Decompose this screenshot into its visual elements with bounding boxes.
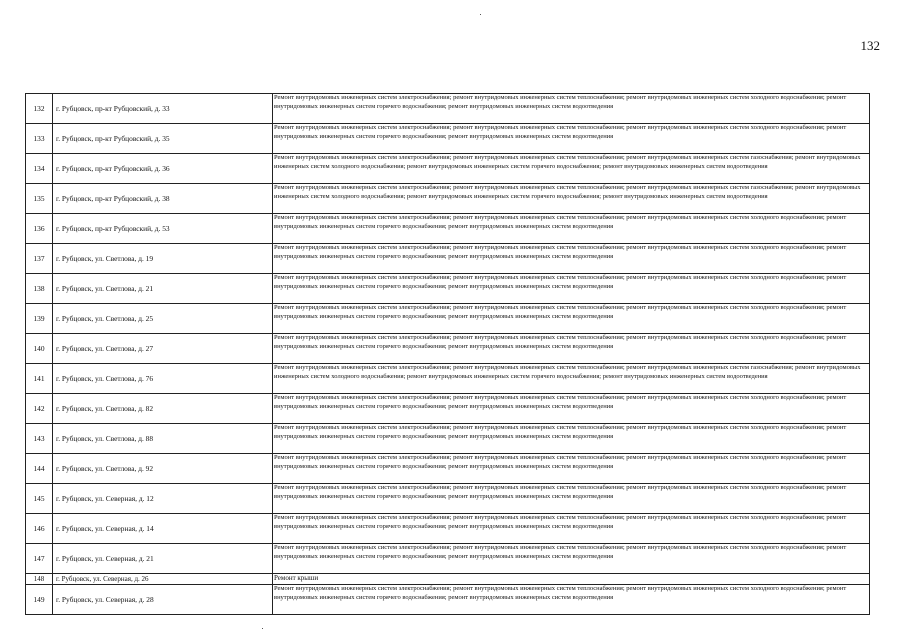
- row-number: 137: [26, 244, 53, 274]
- table-row: [26, 484, 870, 514]
- row-number: 149: [26, 585, 53, 615]
- row-work-cell: [273, 274, 870, 304]
- row-work-cell: [273, 334, 870, 364]
- row-work-description: Ремонт внутридомовых инженерных систем электроснабжения; ремонт внутридомовых инженерных систем теплоснабжения; ремонт внутридомовых инженерных систем холодного водоснабжения; ремонт внутридомовых инженерных систем горячего водоснабжения; ремонт внутридомовых инженерных систем водоотведения: [274, 484, 847, 500]
- table-row: [26, 94, 870, 124]
- row-work-description: Ремонт внутридомовых инженерных систем электроснабжения; ремонт внутридомовых инженерных систем теплоснабжения; ремонт внутридомовых инженерных систем газоснабжения; ремонт внутридомовых инженерных систем холодного водоснабжения; ремонт внутридомовых инженерных систем горячего водоснабжения; ремонт внутридомовых инженерных систем водоотведения: [274, 364, 861, 380]
- row-work-cell: [273, 364, 870, 394]
- table-row: [26, 154, 870, 184]
- table-row: [26, 574, 870, 585]
- table-row: [26, 304, 870, 334]
- table-row: [26, 544, 870, 574]
- row-work-cell: [273, 574, 870, 585]
- row-work-description: Ремонт внутридомовых инженерных систем электроснабжения; ремонт внутридомовых инженерных систем теплоснабжения; ремонт внутридомовых инженерных систем газоснабжения; ремонт внутридомовых инженерных систем холодного водоснабжения; ремонт внутридомовых инженерных систем горячего водоснабжения; ремонт внутридомовых инженерных систем водоотведения: [274, 184, 861, 200]
- row-work-cell: [273, 544, 870, 574]
- table-row: [26, 424, 870, 454]
- row-work-cell: [273, 94, 870, 124]
- row-work-description: Ремонт внутридомовых инженерных систем электроснабжения; ремонт внутридомовых инженерных систем теплоснабжения; ремонт внутридомовых инженерных систем холодного водоснабжения; ремонт внутридомовых инженерных систем горячего водоснабжения; ремонт внутридомовых инженерных систем водоотведения: [274, 585, 847, 601]
- row-number: 143: [26, 424, 53, 454]
- scan-speck: [262, 628, 263, 629]
- row-address: г. Рубцовск, ул. Светлова, д. 76: [53, 364, 273, 394]
- table-row: [26, 214, 870, 244]
- row-address: г. Рубцовск, пр-кт Рубцовский, д. 38: [53, 184, 273, 214]
- row-work-cell: [273, 244, 870, 274]
- table-row: [26, 334, 870, 364]
- row-number: 140: [26, 334, 53, 364]
- row-number: 144: [26, 454, 53, 484]
- table-row: [26, 124, 870, 154]
- row-work-description: Ремонт внутридомовых инженерных систем электроснабжения; ремонт внутридомовых инженерных систем теплоснабжения; ремонт внутридомовых инженерных систем холодного водоснабжения; ремонт внутридомовых инженерных систем горячего водоснабжения; ремонт внутридомовых инженерных систем водоотведения: [274, 454, 847, 470]
- row-address: г. Рубцовск, ул. Светлова, д. 21: [53, 274, 273, 304]
- row-work-description: Ремонт внутридомовых инженерных систем электроснабжения; ремонт внутридомовых инженерных систем теплоснабжения; ремонт внутридомовых инженерных систем газоснабжения; ремонт внутридомовых инженерных систем холодного водоснабжения; ремонт внутридомовых инженерных систем горячего водоснабжения; ремонт внутридомовых инженерных систем водоотведения: [274, 154, 861, 170]
- row-address: г. Рубцовск, ул. Светлова, д. 88: [53, 424, 273, 454]
- row-number: 145: [26, 484, 53, 514]
- row-address: г. Рубцовск, пр-кт Рубцовский, д. 33: [53, 94, 273, 124]
- row-work-cell: [273, 514, 870, 544]
- table-row: [26, 274, 870, 304]
- row-work-cell: [273, 454, 870, 484]
- row-number: 147: [26, 544, 53, 574]
- row-address: г. Рубцовск, ул. Северная, д. 12: [53, 484, 273, 514]
- row-work-description: Ремонт внутридомовых инженерных систем электроснабжения; ремонт внутридомовых инженерных систем теплоснабжения; ремонт внутридомовых инженерных систем холодного водоснабжения; ремонт внутридомовых инженерных систем горячего водоснабжения; ремонт внутридомовых инженерных систем водоотведения: [274, 424, 847, 440]
- table-body: [26, 94, 870, 615]
- row-number: 133: [26, 124, 53, 154]
- row-work-cell: [273, 424, 870, 454]
- row-work-cell: [273, 184, 870, 214]
- row-work-description: Ремонт внутридомовых инженерных систем электроснабжения; ремонт внутридомовых инженерных систем теплоснабжения; ремонт внутридомовых инженерных систем холодного водоснабжения; ремонт внутридомовых инженерных систем горячего водоснабжения; ремонт внутридомовых инженерных систем водоотведения: [274, 394, 847, 410]
- row-address: г. Рубцовск, пр-кт Рубцовский, д. 53: [53, 214, 273, 244]
- page-number: 132: [860, 38, 880, 53]
- row-work-description: Ремонт внутридомовых инженерных систем электроснабжения; ремонт внутридомовых инженерных систем теплоснабжения; ремонт внутридомовых инженерных систем холодного водоснабжения; ремонт внутридомовых инженерных систем горячего водоснабжения; ремонт внутридомовых инженерных систем водоотведения: [274, 244, 847, 260]
- row-number: 148: [26, 574, 53, 585]
- row-work-cell: [273, 394, 870, 424]
- row-number: 134: [26, 154, 53, 184]
- row-address: г. Рубцовск, ул. Светлова, д. 25: [53, 304, 273, 334]
- row-address: г. Рубцовск, ул. Северная, д. 28: [53, 585, 273, 615]
- row-address: г. Рубцовск, ул. Северная, д. 14: [53, 514, 273, 544]
- table-row: [26, 244, 870, 274]
- row-number: 132: [26, 94, 53, 124]
- table-row: [26, 454, 870, 484]
- row-work-description: Ремонт внутридомовых инженерных систем электроснабжения; ремонт внутридомовых инженерных систем теплоснабжения; ремонт внутридомовых инженерных систем холодного водоснабжения; ремонт внутридомовых инженерных систем горячего водоснабжения; ремонт внутридомовых инженерных систем водоотведения: [274, 544, 847, 560]
- row-work-cell: [273, 585, 870, 615]
- row-address: г. Рубцовск, ул. Северная, д. 26: [53, 574, 273, 585]
- row-work-cell: [273, 214, 870, 244]
- repair-table: [25, 93, 870, 615]
- row-address: г. Рубцовск, пр-кт Рубцовский, д. 35: [53, 124, 273, 154]
- row-work-cell: [273, 304, 870, 334]
- row-work-cell: [273, 484, 870, 514]
- row-work-description: Ремонт крыши: [274, 574, 319, 582]
- row-number: 138: [26, 274, 53, 304]
- row-work-description: Ремонт внутридомовых инженерных систем электроснабжения; ремонт внутридомовых инженерных систем теплоснабжения; ремонт внутридомовых инженерных систем холодного водоснабжения; ремонт внутридомовых инженерных систем горячего водоснабжения; ремонт внутридомовых инженерных систем водоотведения: [274, 514, 847, 530]
- row-address: г. Рубцовск, пр-кт Рубцовский, д. 36: [53, 154, 273, 184]
- row-address: г. Рубцовск, ул. Светлова, д. 92: [53, 454, 273, 484]
- row-work-description: Ремонт внутридомовых инженерных систем электроснабжения; ремонт внутридомовых инженерных систем теплоснабжения; ремонт внутридомовых инженерных систем холодного водоснабжения; ремонт внутридомовых инженерных систем горячего водоснабжения; ремонт внутридомовых инженерных систем водоотведения: [274, 334, 847, 350]
- row-work-description: Ремонт внутридомовых инженерных систем электроснабжения; ремонт внутридомовых инженерных систем теплоснабжения; ремонт внутридомовых инженерных систем холодного водоснабжения; ремонт внутридомовых инженерных систем горячего водоснабжения; ремонт внутридомовых инженерных систем водоотведения: [274, 304, 847, 320]
- row-number: 135: [26, 184, 53, 214]
- row-address: г. Рубцовск, ул. Светлова, д. 27: [53, 334, 273, 364]
- row-work-description: Ремонт внутридомовых инженерных систем электроснабжения; ремонт внутридомовых инженерных систем теплоснабжения; ремонт внутридомовых инженерных систем холодного водоснабжения; ремонт внутридомовых инженерных систем горячего водоснабжения; ремонт внутридомовых инженерных систем водоотведения: [274, 214, 847, 230]
- row-work-description: Ремонт внутридомовых инженерных систем электроснабжения; ремонт внутридомовых инженерных систем теплоснабжения; ремонт внутридомовых инженерных систем холодного водоснабжения; ремонт внутридомовых инженерных систем горячего водоснабжения; ремонт внутридомовых инженерных систем водоотведения: [274, 94, 847, 110]
- table-row: [26, 364, 870, 394]
- row-address: г. Рубцовск, ул. Светлова, д. 82: [53, 394, 273, 424]
- table-row: [26, 184, 870, 214]
- row-number: 146: [26, 514, 53, 544]
- row-number: 139: [26, 304, 53, 334]
- table-row: [26, 585, 870, 615]
- row-address: г. Рубцовск, ул. Северная, д. 21: [53, 544, 273, 574]
- row-address: г. Рубцовск, ул. Светлова, д. 19: [53, 244, 273, 274]
- row-number: 136: [26, 214, 53, 244]
- row-number: 141: [26, 364, 53, 394]
- table-row: [26, 514, 870, 544]
- table-row: [26, 394, 870, 424]
- row-number: 142: [26, 394, 53, 424]
- scan-speck: [480, 14, 481, 15]
- row-work-cell: [273, 124, 870, 154]
- row-work-description: Ремонт внутридомовых инженерных систем электроснабжения; ремонт внутридомовых инженерных систем теплоснабжения; ремонт внутридомовых инженерных систем холодного водоснабжения; ремонт внутридомовых инженерных систем горячего водоснабжения; ремонт внутридомовых инженерных систем водоотведения: [274, 274, 847, 290]
- row-work-description: Ремонт внутридомовых инженерных систем электроснабжения; ремонт внутридомовых инженерных систем теплоснабжения; ремонт внутридомовых инженерных систем холодного водоснабжения; ремонт внутридомовых инженерных систем горячего водоснабжения; ремонт внутридомовых инженерных систем водоотведения: [274, 124, 847, 140]
- row-work-cell: [273, 154, 870, 184]
